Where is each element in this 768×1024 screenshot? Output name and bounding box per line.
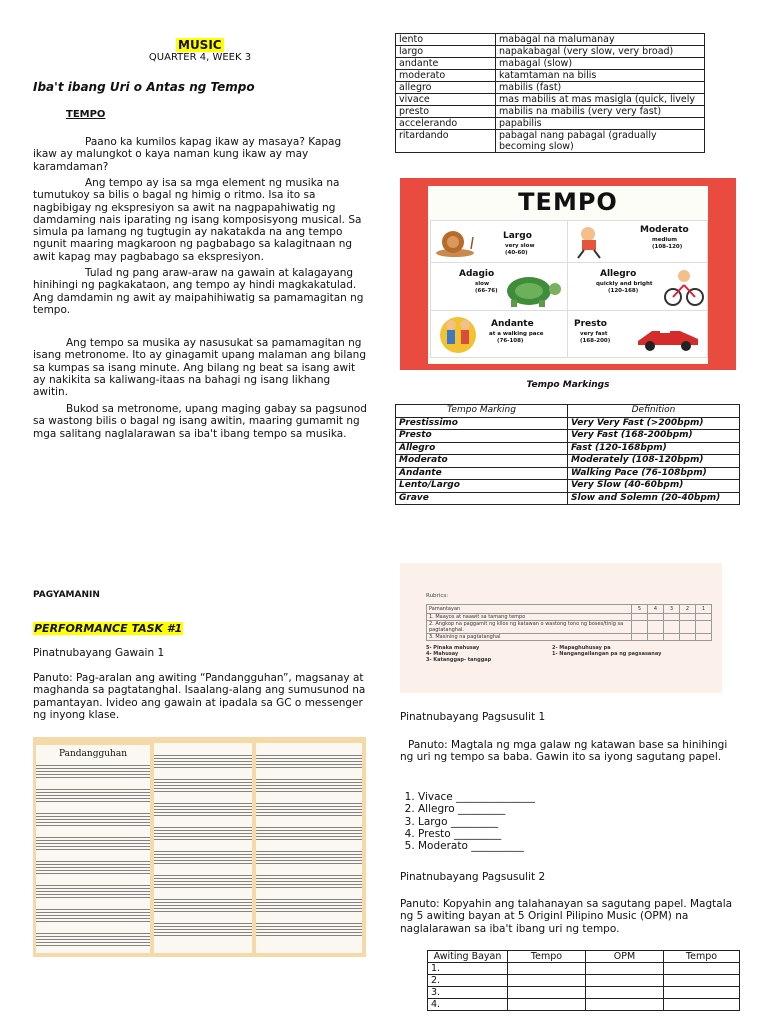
- poster-title: TEMPO: [518, 188, 618, 216]
- markings-header-marking: Tempo Marking: [396, 405, 568, 418]
- poster-card-presto: [567, 310, 708, 358]
- marking-name: Grave: [396, 492, 568, 505]
- table-row: [428, 963, 740, 975]
- poster-card-adagio: [430, 262, 569, 312]
- card-range: (66-76): [475, 288, 498, 294]
- card-name: Allegro: [600, 269, 637, 279]
- legend-item: 2- Mapaghuhusay pa: [552, 645, 611, 651]
- marking-definition: Slow and Solemn (20-40bpm): [568, 492, 740, 505]
- legend-item: 5- Pinaka mahusay: [426, 645, 480, 651]
- table-row: [396, 442, 740, 455]
- rubric-score-cell: [648, 634, 664, 641]
- marking-name: Allegro: [396, 442, 568, 455]
- list-item: 4. Presto _________: [418, 828, 718, 840]
- marking-definition: Very Slow (40-60bpm): [568, 480, 740, 493]
- sheet-page-3: [256, 743, 362, 953]
- snail-icon: [435, 225, 475, 259]
- staff-line: [256, 899, 362, 913]
- staff-line: [154, 851, 252, 865]
- marking-name: Andante: [396, 467, 568, 480]
- staff-line: [36, 813, 150, 827]
- rubric-header: 3: [664, 605, 680, 614]
- empty-cell: [508, 963, 586, 975]
- sheet-page-1: [36, 745, 150, 953]
- staff-line: [36, 861, 150, 875]
- table-row: [396, 46, 705, 58]
- empty-cell: [508, 999, 586, 1011]
- legend-item: 3- Katanggap- tanggap: [426, 657, 492, 663]
- rubric-header: Pamantayan: [427, 605, 632, 614]
- card-range: (108-120): [652, 244, 683, 250]
- card-name: Presto: [574, 319, 607, 329]
- table-row: [428, 999, 740, 1011]
- empty-cell: [664, 975, 740, 987]
- rubric-score-cell: [632, 634, 648, 641]
- poster-card-moderato: [567, 220, 708, 264]
- marking-name: Presto: [396, 430, 568, 443]
- tempo-meaning: pabagal nang pabagal (gradually becoming slow): [496, 130, 705, 153]
- score-title: Pandangguhan: [58, 749, 127, 759]
- table-row: [428, 975, 740, 987]
- card-range: (76-108): [497, 338, 524, 344]
- table-row: [396, 118, 705, 130]
- sheet-page-2: [154, 743, 252, 953]
- rubric-score-cell: [648, 621, 664, 634]
- card-sub: medium: [652, 237, 677, 243]
- table-row: [396, 82, 705, 94]
- staff-line: [154, 779, 252, 793]
- staff-line: [36, 885, 150, 899]
- card-sub: very fast: [580, 331, 608, 337]
- pagsusulit1-title: Pinatnubayang Pagsusulit 1: [400, 711, 546, 723]
- marking-definition: Walking Pace (76-108bpm): [568, 467, 740, 480]
- performance-task-wrap: [33, 617, 183, 636]
- table-row: [396, 70, 705, 82]
- gawain-panuto: Panuto: Pag-aralan ang awiting “Pandangguhan”, magsanay at maghanda sa pagtatanghal. Isaalang-alang ang sumusunod na pamantayan. Ivideo ang gawain at ipadala sa GC o messenger ng inyong klase.: [33, 672, 366, 721]
- card-name: Moderato: [640, 225, 689, 235]
- awit-table: [427, 950, 740, 1011]
- rubric-criterion: 3. Masining na pagtatanghal: [427, 634, 632, 641]
- staff-line: [36, 789, 150, 803]
- card-name: Largo: [503, 231, 532, 241]
- rubric-score-cell: [696, 634, 712, 641]
- rubric-score-cell: [680, 621, 696, 634]
- staff-line: [36, 909, 150, 923]
- table-row: [396, 430, 740, 443]
- tempo-words-table: [395, 33, 705, 153]
- row-number: 2.: [428, 975, 508, 987]
- rubric-row: [427, 614, 712, 621]
- tempo-term: presto: [396, 106, 496, 118]
- staff-line: [36, 933, 150, 947]
- card-range: (168-200): [580, 338, 611, 344]
- staff-line: [154, 875, 252, 889]
- card-range: (40-60): [505, 250, 528, 256]
- table-row: [396, 58, 705, 70]
- tempo-meaning: mabagal (slow): [496, 58, 705, 70]
- staff-line: [154, 755, 252, 769]
- race-car-icon: [634, 321, 704, 351]
- empty-cell: [664, 987, 740, 999]
- card-range: (120-168): [608, 288, 639, 294]
- tempo-term: vivace: [396, 94, 496, 106]
- paragraph-4: Ang tempo sa musika ay nasusukat sa pamamagitan ng isang metronome. Ito ay ginagamit upang malaman ang bilang sa kumpas sa isang minute. Ang bilang ng beat sa isang awit ay nakikita sa kaliwang-itaas na bahagi ng isang likhang awitin.: [33, 337, 366, 399]
- tempo-term: lento: [396, 34, 496, 46]
- tempo-term: accelerando: [396, 118, 496, 130]
- marking-name: Prestissimo: [396, 417, 568, 430]
- rubric-score-cell: [680, 634, 696, 641]
- rubric-image: [400, 563, 722, 693]
- marking-definition: Very Fast (168-200bpm): [568, 430, 740, 443]
- staff-line: [256, 755, 362, 769]
- table-row: [396, 417, 740, 430]
- rubric-header: 1: [696, 605, 712, 614]
- rubric-score-cell: [664, 621, 680, 634]
- row-number: 3.: [428, 987, 508, 999]
- tempo-meaning: mabagal na malumanay: [496, 34, 705, 46]
- table-row: [396, 467, 740, 480]
- list-item: 2. Allegro _________: [418, 803, 718, 815]
- tempo-markings-table: [395, 404, 740, 505]
- table-row: [396, 130, 705, 153]
- marking-definition: Moderately (108-120bpm): [568, 455, 740, 468]
- tempo-meaning: papabilis: [496, 118, 705, 130]
- rubric-row: [427, 621, 712, 634]
- rubric-criterion: 2. Angkop na paggamit ng kilos ng katawan o wastong tono ng boses/tinig sa pagtatanghal.: [427, 621, 632, 634]
- table-row: [396, 455, 740, 468]
- tempo-meaning: mabilis na mabilis (very very fast): [496, 106, 705, 118]
- rubric-score-cell: [696, 621, 712, 634]
- marking-name: Moderato: [396, 455, 568, 468]
- tempo-term: allegro: [396, 82, 496, 94]
- rubric-score-cell: [680, 614, 696, 621]
- row-number: 1.: [428, 963, 508, 975]
- empty-cell: [586, 987, 664, 999]
- pagsusulit2-panuto: Panuto: Kopyahin ang talahanayan sa sagutang papel. Magtala ng 5 awiting bayan at 5 Originl Pilipino Music (OPM) na naglalarawan sa iba't ibang uri ng tempo.: [400, 898, 733, 935]
- legend-item: 1- Nangangailangan pa ng pagsasanay: [552, 651, 662, 657]
- awit-header: OPM: [586, 951, 664, 963]
- card-sub: quickly and bright: [596, 281, 653, 287]
- empty-cell: [586, 975, 664, 987]
- tempo-term: ritardando: [396, 130, 496, 153]
- gawain-title: Pinatnubayang Gawain 1: [33, 647, 165, 659]
- tempo-term: moderato: [396, 70, 496, 82]
- rubric-criterion: 1. Maayos at naawit sa tamang tempo: [427, 614, 632, 621]
- rubric-score-cell: [632, 621, 648, 634]
- section-title: Iba't ibang Uri o Antas ng Tempo: [33, 80, 255, 94]
- list-item: 5. Moderato __________: [418, 840, 718, 852]
- rubric-legend: [426, 645, 712, 663]
- awit-header: Tempo: [664, 951, 740, 963]
- empty-cell: [586, 999, 664, 1011]
- legend-item: 4- Mahusay: [426, 651, 459, 657]
- pagsusulit1-panuto: Panuto: Magtala ng mga galaw ng katawan base sa hinihingi ng uri ng tempo sa baba. Gawin ito sa iyong sagutang papel.: [400, 739, 728, 764]
- awit-header: Awiting Bayan: [428, 951, 508, 963]
- turtle-icon: [499, 269, 563, 309]
- bicycle-icon: [664, 269, 704, 307]
- rubric-score-cell: [632, 614, 648, 621]
- staff-line: [154, 923, 252, 937]
- tempo-term: largo: [396, 46, 496, 58]
- empty-cell: [508, 987, 586, 999]
- tempo-meaning: katamtaman na bilis: [496, 70, 705, 82]
- empty-cell: [664, 963, 740, 975]
- rubric-header: 2: [680, 605, 696, 614]
- table-row: [396, 34, 705, 46]
- empty-cell: [586, 963, 664, 975]
- staff-line: [154, 803, 252, 817]
- staff-line: [36, 765, 150, 779]
- rubric-table: [426, 604, 712, 641]
- staff-line: [256, 779, 362, 793]
- staff-line: [154, 899, 252, 913]
- paragraph-3: Tulad ng pang araw-araw na gawain at kalagayang hinihingi ng pagkakataon, ang tempo ay hindi magkakatulad. Ang damdamin ng awit ay maipahihiwatig sa pamamagitan ng tempo.: [33, 267, 364, 316]
- staff-line: [36, 837, 150, 851]
- paragraph-2: Ang tempo ay isa sa mga element ng musika na tumutukoy sa bilis o bagal ng himig o ritmo. Isa ito sa nagbibigay ng ekspresiyon sa awit na nagpapahiwatig ng damdaming nais iparating ng isang komposisyong musical. Sa simula pa lamang ng tugtugin ay nakatakda na ang tempo ngunit maaring magkaroon ng pagbabago sa kalagitnaan ng awit kapag may pagbabago sa ekspresiyon.: [33, 177, 362, 263]
- performance-task-title: PERFORMANCE TASK #1: [34, 622, 183, 635]
- rubric-score-cell: [648, 614, 664, 621]
- music-title-wrap: [176, 34, 224, 53]
- paragraph-5: Bukod sa metronome, upang maging gabay sa pagsunod sa wastong bilis o bagal ng isang awitin, maaring gumamit ng mga salitang naglalarawan sa iba't ibang tempo sa musika.: [33, 403, 367, 440]
- rubric-header: 5: [632, 605, 648, 614]
- poster-card-andante: [430, 310, 569, 358]
- tempo-meaning: mabilis (fast): [496, 82, 705, 94]
- staff-line: [154, 827, 252, 841]
- rubric-row: [427, 634, 712, 641]
- rubric-title: Rubrics:: [426, 593, 449, 599]
- pagsusulit1-list: [400, 791, 718, 852]
- staff-line: [256, 851, 362, 865]
- tempo-poster: [400, 178, 736, 370]
- table-row: [428, 987, 740, 999]
- markings-header-definition: Definition: [568, 405, 740, 418]
- markings-caption: Tempo Markings: [526, 380, 610, 390]
- table-row: [396, 106, 705, 118]
- tempo-heading: TEMPO: [66, 109, 106, 120]
- staff-line: [256, 803, 362, 817]
- music-title: MUSIC: [178, 38, 222, 52]
- list-item: 3. Largo _________: [418, 816, 718, 828]
- card-sub: very slow: [505, 243, 535, 249]
- tempo-term: andante: [396, 58, 496, 70]
- row-number: 4.: [428, 999, 508, 1011]
- walkers-icon: [435, 313, 481, 355]
- staff-line: [256, 827, 362, 841]
- pagyamanin-heading: PAGYAMANIN: [33, 590, 100, 600]
- rubric-header: 4: [648, 605, 664, 614]
- table-row: [396, 94, 705, 106]
- table-row: [396, 492, 740, 505]
- poster-card-largo: [430, 220, 569, 264]
- card-name: Andante: [491, 319, 534, 329]
- pagsusulit2-title: Pinatnubayang Pagsusulit 2: [400, 871, 546, 883]
- marking-definition: Very Very Fast (>200bpm): [568, 417, 740, 430]
- paragraph-1: Paano ka kumilos kapag ikaw ay masaya? Kapag ikaw ay malungkot o kaya naman kung ikaw ay may karamdaman?: [33, 136, 342, 173]
- tempo-meaning: mas mabilis at mas masigla (quick, lively: [496, 94, 705, 106]
- card-name: Adagio: [459, 269, 495, 279]
- awit-header: Tempo: [508, 951, 586, 963]
- sheet-music-image: [33, 737, 366, 957]
- table-row: [396, 480, 740, 493]
- staff-line: [256, 875, 362, 889]
- empty-cell: [508, 975, 586, 987]
- card-sub: slow: [475, 281, 490, 287]
- card-sub: at a walking pace: [489, 331, 544, 337]
- quarter-label: QUARTER 4, WEEK 3: [148, 52, 252, 63]
- poster-card-allegro: [567, 262, 708, 312]
- rubric-score-cell: [664, 614, 680, 621]
- tempo-meaning: napakabagal (very slow, very broad): [496, 46, 705, 58]
- rubric-score-cell: [696, 614, 712, 621]
- staff-line: [256, 923, 362, 937]
- list-item: 1. Vivace _______________: [418, 791, 718, 803]
- marking-name: Lento/Largo: [396, 480, 568, 493]
- marking-definition: Fast (120-168bpm): [568, 442, 740, 455]
- runner-icon: [572, 225, 608, 259]
- rubric-score-cell: [664, 634, 680, 641]
- empty-cell: [664, 999, 740, 1011]
